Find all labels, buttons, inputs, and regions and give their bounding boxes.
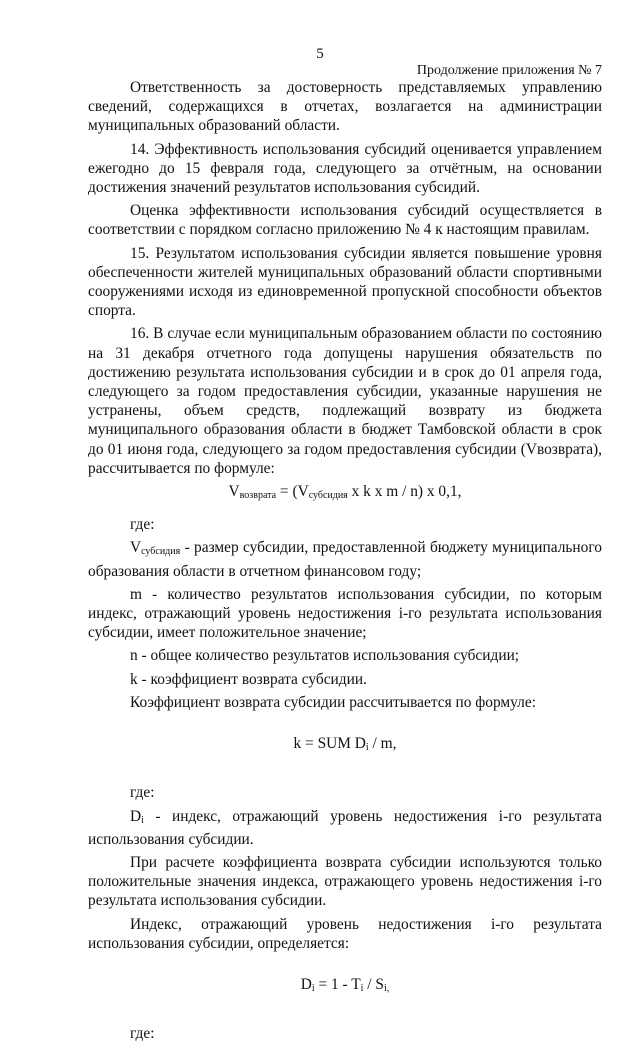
k-formula-intro: Коэффициент возврата субсидии рассчитывается по формуле: — [130, 693, 536, 711]
definition-d-sub: i — [141, 814, 144, 826]
formula-d — [88, 975, 602, 998]
definition-m: m - количество результатов использования субсидии, по которым индекс, отражающий уровень недостижения i-го результата использования субсидии, имеет положительное значение; — [88, 585, 602, 642]
definition-k: k - коэффициент возврата субсидии. — [130, 670, 367, 688]
formula-d-a-sub: i — [311, 982, 315, 994]
paragraph-positive-values: При расчете коэффициента возврата субсидии используются только положительные значения индекса, отражающего уровень недостижения i-го результата использования субсидии. — [88, 853, 602, 910]
formula-refund-volume — [88, 482, 602, 505]
appendix-continuation-note: Продолжение приложения № 7 — [416, 63, 602, 78]
definition-d-text: - индекс, отражающий уровень недостижения i-го результата использования субсидии. — [88, 807, 602, 848]
where-label-3: где: — [130, 1025, 155, 1043]
formula-k-tail: / m, — [368, 735, 397, 753]
formula-d-b: = 1 - T — [314, 975, 361, 993]
formula-k-main: k = SUM D — [293, 735, 366, 753]
formula-d-c-sub: i, — [383, 982, 390, 994]
formula-d-a: D — [300, 975, 312, 993]
formula-k — [88, 734, 602, 757]
formula-refund-tail: x k x m / n) x 0,1, — [347, 483, 462, 501]
paragraph-responsibility: Ответственность за достоверность представляемых управлению сведений, содержащихся в отчетах, возлагается на администрации муниципальных образований области. — [88, 79, 602, 135]
formula-refund-subsidy-sub: субсидия — [308, 490, 348, 502]
page-number: 5 — [316, 46, 324, 62]
paragraph-index-defined: Индекс, отражающий уровень недостижения i-го результата использования субсидии, определяется: — [88, 915, 602, 952]
definition-v-subsidy — [88, 538, 602, 580]
formula-k-sub: i — [365, 742, 369, 754]
definition-n: n - общее количество результатов использования субсидии; — [130, 647, 520, 665]
where-label-1: где: — [130, 516, 155, 534]
paragraph-evaluation: Оценка эффективности использования субсидий осуществляется в соответствии с порядком согласно приложению № 4 к настоящим правилам. — [88, 202, 602, 239]
paragraph-14: 14. Эффективность использования субсидий оценивается управлением ежегодно до 15 февраля года, следующего за отчётным, на основании достижения значений результатов использования субсидий. — [88, 140, 602, 197]
paragraph-16: 16. В случае если муниципальным образованием области по состоянию на 31 декабря отчетного года допущены нарушения обязательств по достижению результата использования субсидии и в срок до 01 апреля года, следующего за годом предоставления субсидии, указанные нарушения не устранены, объем средств, подлежащий возврату из бюджета муниципального образования области в бюджет Тамбовской области в срок до 01 июня года, следующего за годом предоставления субсидии (Vвозврата), рассчитывается по формуле: — [88, 325, 602, 477]
definition-d — [88, 807, 602, 849]
formula-refund-v-sub: возврата — [239, 490, 277, 502]
definition-d-label: D — [130, 807, 142, 825]
formula-refund-v: V — [228, 483, 240, 501]
formula-d-b-sub: i — [360, 982, 364, 994]
document-body — [88, 78, 602, 1047]
definition-v-text: - размер субсидии, предоставленной бюджету муниципального образования области в отчетном финансовом году; — [88, 539, 602, 580]
where-label-2: где: — [130, 784, 155, 802]
definition-v-label: V — [130, 539, 142, 557]
definition-v-sub: субсидия — [141, 546, 181, 558]
formula-refund-mid: = (V — [276, 483, 309, 501]
paragraph-15: 15. Результатом использования субсидии является повышение уровня обеспеченности жителей муниципальных образований области спортивными сооружениями исходя из единовременной пропускной способности объектов спорта. — [88, 244, 602, 320]
formula-d-c: / S — [363, 975, 384, 993]
